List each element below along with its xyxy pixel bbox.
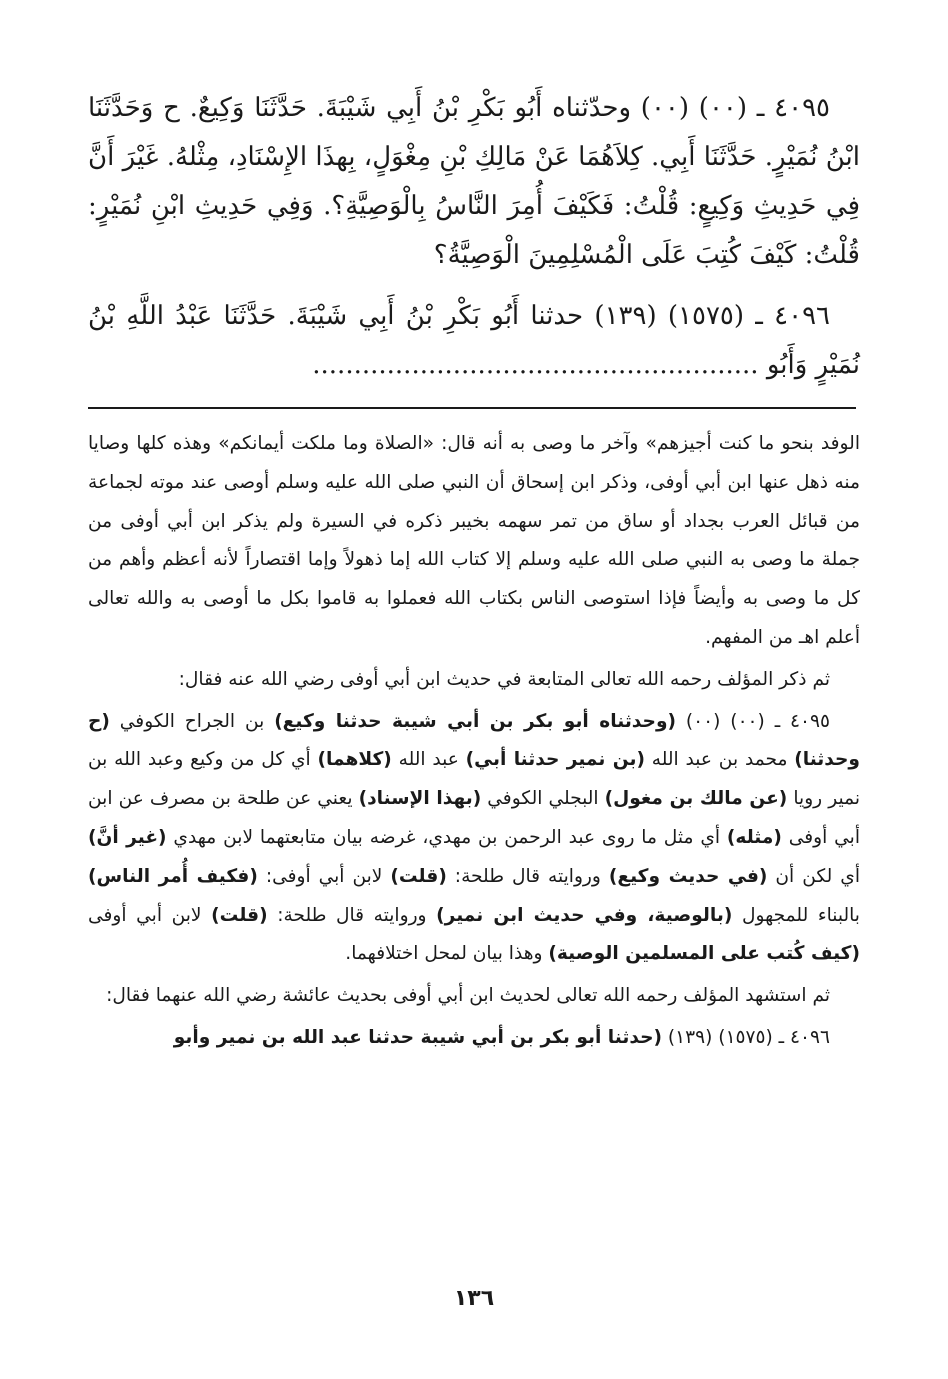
bold-run: (في حديث وكيع) xyxy=(608,865,768,887)
bold-run: (غير أنَّ) xyxy=(88,826,167,848)
bold-run: (ح وحدثنا) xyxy=(88,710,860,771)
text-run: عبد الله xyxy=(391,749,466,771)
text-run: وروايته قال طلحة: xyxy=(267,904,437,926)
text-run: أي مثل ما روى عبد الرحمن بن مهدي، غرضه بيان متابعتهما لابن مهدي xyxy=(166,826,727,848)
bold-run: (بن نمير حدثنا أبي) xyxy=(465,749,645,771)
bold-run: (بهذا الإسناد) xyxy=(358,788,482,810)
text-run: لابن أبي أوفى xyxy=(88,904,212,926)
hadith-4095-text: وحدّثناه أَبُو بَكْرِ بْنُ أَبِي شَيْبَةَ. حَدَّثَنَا وَكِيعٌ. ح وَحَدَّثَنَا ابْنُ نُمَيْرٍ. حَدَّثَنَا أَبِي. كِلاَهُمَا عَنْ مَالِكِ بْنِ مِغْوَلٍ، بِهذَا الإِسْنَادِ، مِثْلهُ. غَيْرَ أَنَّ فِي حَدِيثِ وَكِيعٍ: قُلْتُ: فَكَيْفَ أُمِرَ النَّاسُ بِالْوَصِيَّةِ؟. وَفِي حَدِيثِ ابْنِ نُمَيْرٍ: قُلْتُ: كَيْفَ كُتِبَ عَلَى الْمُسْلِمِينَ الْوَصِيَّةُ؟ xyxy=(88,93,860,270)
text-run: يعني عن طلحة بن مصرف عن ابن أبي أوفى xyxy=(88,788,860,848)
text-run: أي لكن أن xyxy=(767,865,860,887)
separator-rule xyxy=(88,407,856,409)
bold-run: (وحدثناه أبو بكر بن أبي شيبة حدثنا وكيع) xyxy=(274,710,676,732)
hadith-text-section xyxy=(88,84,860,402)
text-run: ٤٠٩٥ ـ (٠٠) (٠٠) xyxy=(676,710,830,732)
text-run: البجلي الكوفي xyxy=(481,788,605,810)
commentary-paragraph-4: ثم استشهد المؤلف رحمه الله تعالى لحديث ابن أبي أوفى بحديث عائشة رضي الله عنهما فقال: xyxy=(106,985,830,1007)
text-run: ٤٠٩٦ ـ (١٥٧٥) (١٣٩) xyxy=(662,1026,830,1048)
bold-run: (عن مالك بن مغول) xyxy=(604,788,788,810)
text-run: محمد بن عبد الله xyxy=(644,749,795,771)
bold-run: (بالوصية، وفي حديث ابن نمير) xyxy=(436,904,733,926)
text-run: لابن أبي أوفى: xyxy=(257,865,391,887)
text-run: وروايته قال طلحة: xyxy=(446,865,609,887)
text-run: بالبناء للمجهول xyxy=(732,904,860,926)
bold-run: (قلت) xyxy=(211,904,268,926)
commentary-paragraph-1: الوفد بنحو ما كنت أجيزهم» وآخر ما وصى به أنه قال: «الصلاة وما ملكت أيمانكم» وهذه كلها وصايا منه ذهل عنها ابن أبي أوفى، وذكر ابن إسحاق أن النبي صلى الله عليه وسلم أوصى عند موته لجماعة من قبائل العرب بجداد أو ساق من تمر سهمه بخيبر ذكره في السيرة ولم يذكر ابن أبي أوفى من جملة ما وصى به النبي صلى الله عليه وسلم إلا كتاب الله إما ذهولاً وإما اقتصاراً لأنه أعظم وأهم من كل ما وصى به وأيضاً فإذا استوصى الناس بكتاب الله فعملوا به قاموا بكل ما أوصى به والله تعالى أعلم اهـ من المفهم. xyxy=(88,433,860,648)
hadith-4096-text: حدثنا أَبُو بَكْرِ بْنُ أَبِي شَيْبَةَ. حَدَّثَنَا عَبْدُ اللَّهِ بْنُ نُمَيْرٍ وَأَبُو ...................................................... xyxy=(88,301,860,380)
hadith-4096-number: ٤٠٩٦ ـ (١٥٧٥) (١٣٩) xyxy=(594,301,831,331)
text-run: أي كل من وكيع وعبد الله بن نمير رويا xyxy=(88,749,861,810)
bold-run: (فكيف أُمر الناس) xyxy=(88,865,258,887)
commentary-paragraph-2: ثم ذكر المؤلف رحمه الله تعالى المتابعة في حديث ابن أبي أوفى رضي الله عنه فقال: xyxy=(178,668,830,690)
bold-run: (كلاهما) xyxy=(317,749,392,771)
bold-run: (حدثنا أبو بكر بن أبي شيبة حدثنا عبد الله بن نمير وأبو xyxy=(173,1026,662,1048)
commentary-paragraph-5 xyxy=(88,1019,860,1058)
hadith-4096 xyxy=(88,292,860,390)
commentary-paragraph-3 xyxy=(88,703,860,975)
bold-run: (مثله) xyxy=(726,826,782,848)
commentary-section xyxy=(88,425,860,1058)
bold-run: (كيف كُتب على المسلمين الوصية) xyxy=(548,943,860,965)
text-run: بن الجراح الكوفي xyxy=(109,710,275,732)
text-run: وهذا بيان لمحل اختلافهما. xyxy=(345,943,549,965)
page-number: ١٣٦ xyxy=(453,1286,495,1311)
hadith-4095 xyxy=(88,84,860,280)
hadith-4095-number: ٤٠٩٥ ـ (٠٠) (٠٠) xyxy=(640,93,831,123)
bold-run: (قلت) xyxy=(390,865,447,887)
